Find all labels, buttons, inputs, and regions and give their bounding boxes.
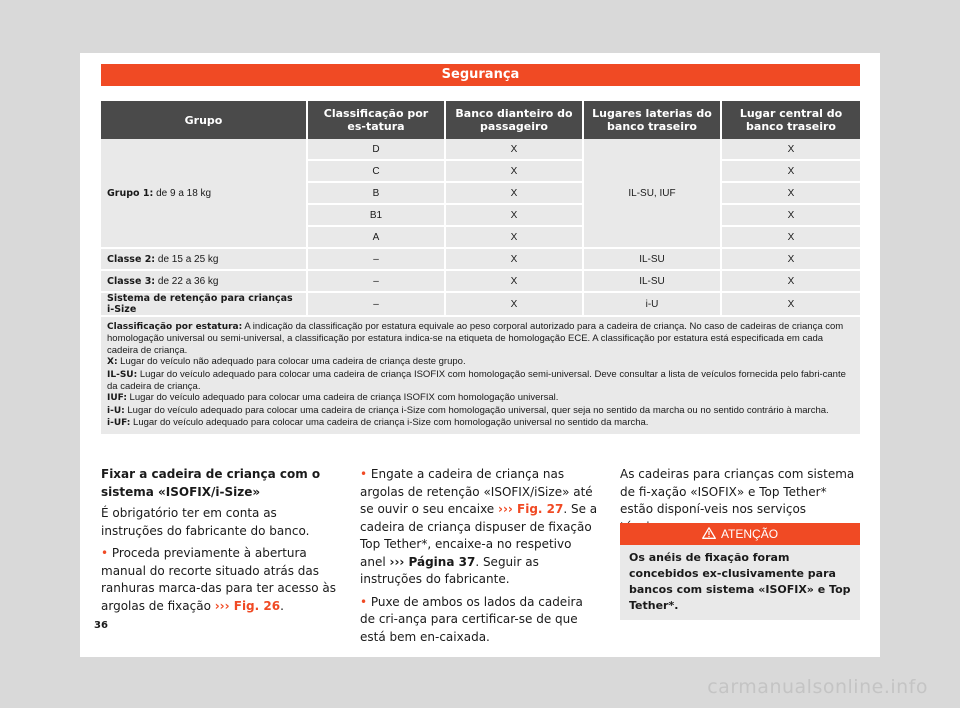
class-label-rest: de 22 a 36 kg [155, 275, 219, 287]
lateral-cell: IL-SU, IUF [584, 139, 722, 249]
bullet-icon: • [101, 546, 109, 560]
note-term: IL-SU: [107, 369, 138, 380]
front-cell: X [446, 205, 584, 227]
note-line [107, 417, 854, 429]
size-cell: – [308, 293, 446, 317]
table-row [101, 293, 860, 317]
note-text: Lugar do veículo adequado para colocar uma cadeira de criança ISOFIX com homologação semi-universal. Deve consultar a lista de veículos fornecida pelo fabri-cante da cadeira de criança. [107, 368, 846, 393]
front-cell: X [446, 139, 584, 161]
paragraph: É obrigatório ter em conta as instruções do fabricante do banco. [101, 506, 310, 538]
center-cell: X [722, 293, 860, 317]
class-label-rest: de 15 a 25 kg [155, 253, 219, 265]
text-column-1 [101, 466, 339, 620]
figure-link[interactable]: ››› Fig. 27 [498, 502, 564, 516]
paragraph-text: . Se a cadeira de criança dispuser de fixação Top Tether*, encaixe-a no respetivo anel [360, 502, 598, 569]
class-label-cell [101, 293, 308, 317]
note-line [107, 405, 854, 417]
section-header: Segurança [101, 64, 860, 86]
table-header-row [101, 101, 860, 139]
lateral-cell: i-U [584, 293, 722, 317]
note-line [107, 369, 854, 393]
warning-title: ATENÇÃO [720, 527, 779, 541]
size-cell: – [308, 271, 446, 293]
column-header: Lugar central do banco traseiro [722, 101, 860, 139]
lateral-cell: IL-SU [584, 271, 722, 293]
note-term: IUF: [107, 393, 127, 404]
center-cell: X [722, 227, 860, 249]
size-cell: D [308, 139, 446, 161]
column-header: Grupo [101, 101, 308, 139]
front-cell: X [446, 183, 584, 205]
note-text: Lugar do veículo adequado para colocar uma cadeira de criança ISOFIX com homologação universal. [126, 392, 559, 404]
note-term: i-U: [107, 405, 125, 416]
warning-triangle-icon [702, 527, 716, 539]
size-cell: – [308, 249, 446, 271]
front-cell: X [446, 227, 584, 249]
lateral-cell: IL-SU [584, 249, 722, 271]
table-row [101, 249, 860, 271]
class-label-cell [101, 249, 308, 271]
size-cell: B [308, 183, 446, 205]
center-cell: X [722, 205, 860, 227]
center-cell: X [722, 161, 860, 183]
page-number: 36 [94, 620, 108, 631]
note-text: Lugar do veículo adequado para colocar uma cadeira de criança i-Size com homologação universal, quer seja no sentido da marcha ou no sentido contrário à marcha. [124, 404, 829, 416]
paragraph: As cadeiras para crianças com sistema de fi-xação «ISOFIX» e Top Tether* estão disponí-veis nos serviços [620, 467, 855, 516]
paragraph-text: Puxe de ambos os lados da cadeira de cri-ança para certificar-se de que está bem en-caixada. [360, 594, 583, 644]
text-column-2 [360, 466, 598, 651]
size-cell: A [308, 227, 446, 249]
watermark: carmanualsonline.info [707, 676, 928, 698]
paragraph-text: Proceda previamente à abertura manual do recorte situado atrás das ranhuras marca-das para ter acesso às argolas de fixação [101, 546, 336, 613]
paragraph-text: . [280, 598, 284, 613]
note-term: i-UF: [107, 418, 131, 429]
center-cell: X [722, 183, 860, 205]
note-line [107, 321, 854, 356]
note-term: Classificação por estatura: [107, 322, 243, 332]
column-header: Banco dianteiro do passageiro [446, 101, 584, 139]
section-title: Fixar a cadeira de criança com o sistema «ISOFIX/i-Size» [101, 467, 321, 499]
warning-text: Os anéis de fixação foram concebidos ex-clusivamente para bancos com sistema «ISOFIX» e Top Tether*. [629, 551, 851, 612]
column-header: Classificação por es-tatura [308, 101, 446, 139]
class-label-bold: Classe 2: [107, 253, 156, 265]
front-cell: X [446, 293, 584, 317]
bullet-paragraph [360, 466, 598, 589]
warning-box [620, 523, 860, 620]
warning-header [620, 523, 860, 545]
size-cell: C [308, 161, 446, 183]
front-cell: X [446, 271, 584, 293]
front-cell: X [446, 249, 584, 271]
group-label-cell [101, 139, 308, 249]
class-label-bold: Classe 3: [107, 275, 156, 287]
table-notes [101, 317, 860, 436]
class-label-bold: Sistema de retenção para crianças i-Size [107, 293, 293, 315]
center-cell: X [722, 139, 860, 161]
paragraph-text: Engate a cadeira de criança nas argolas de retenção «ISOFIX/iSize» até se ouvir o seu encaixe [360, 467, 593, 516]
front-cell: X [446, 161, 584, 183]
note-term: X: [107, 357, 118, 368]
note-text: Lugar do veículo adequado para colocar uma cadeira de criança i-Size com homologação universal no sentido da marcha. [130, 417, 649, 429]
center-cell: X [722, 249, 860, 271]
bullet-paragraph [101, 545, 339, 615]
group-label-bold: Grupo 1: [107, 187, 154, 199]
size-cell: B1 [308, 205, 446, 227]
page-link[interactable]: ››› Página 37 [389, 554, 476, 569]
paragraph-text: . Seguir as instruções do fabricante. [360, 554, 539, 586]
table-row [101, 139, 860, 161]
class-label-cell [101, 271, 308, 293]
bullet-icon: • [360, 594, 368, 609]
column-header: Lugares laterias do banco traseiro [584, 101, 722, 139]
note-line [107, 392, 854, 404]
center-cell: X [722, 271, 860, 293]
note-text: A indicação da classificação por estatura equivale ao peso corporal autorizado para a cadeira de criança. No caso de cadeiras de criança com homologação universal ou semi-universal, a classificação por estatura indica-se na etiqueta de homologação ECE. A classificação por estatura está especificada em cada cadeira de criança. [107, 321, 844, 356]
figure-link[interactable]: ››› Fig. 26 [214, 598, 281, 613]
child-seat-table [101, 101, 860, 436]
note-text: Lugar do veículo não adequado para colocar uma cadeira de criança deste grupo. [117, 356, 466, 368]
table-row [101, 271, 860, 293]
bullet-icon: • [360, 467, 368, 481]
table-notes-row [101, 317, 860, 436]
bullet-paragraph [360, 594, 598, 647]
note-line [107, 356, 854, 368]
group-label-rest: de 9 a 18 kg [153, 187, 212, 199]
